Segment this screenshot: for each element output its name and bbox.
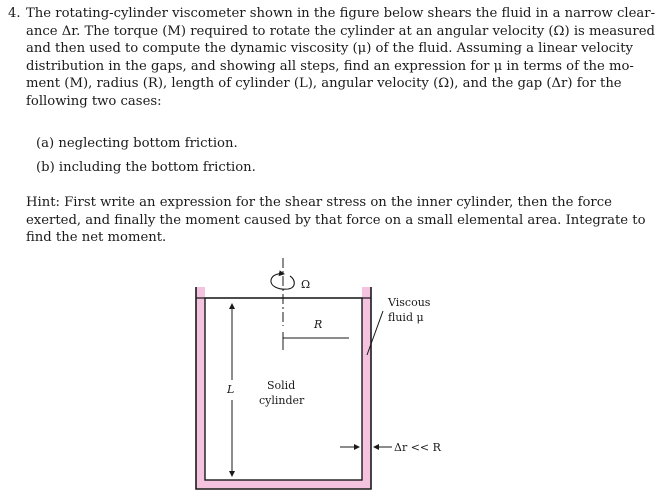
cylinder-label-line1: Solid xyxy=(267,379,296,392)
problem-number: 4. xyxy=(8,6,21,21)
length-label: L xyxy=(227,383,235,396)
fluid-label-line2: fluid μ xyxy=(388,311,424,324)
gap-label: Δr << R xyxy=(394,441,441,454)
problem-line: 4. The rotating-cylinder viscometer shown in the figure below shears the fluid in a narrow clear- xyxy=(8,6,656,21)
cylinder-label-line2: cylinder xyxy=(259,394,305,407)
problem-line: and then used to compute the dynamic viscosity (μ) of the fluid. Assuming a linear velocity xyxy=(26,41,633,57)
hint-line: exerted, and finally the moment caused by that force on a small elemental area. Integrate to xyxy=(26,212,646,228)
hint-line: Hint: First write an expression for the shear stress on the inner cylinder, then the force xyxy=(26,195,612,210)
problem-line: distribution in the gaps, and showing all steps, find an expression for μ in terms of the mo- xyxy=(26,58,634,74)
case-a: (a) neglecting bottom friction. xyxy=(36,136,238,151)
problem-line: ance Δr. The torque (M) required to rotate the cylinder at an angular velocity (Ω) is measured xyxy=(26,23,655,39)
case-b: (b) including the bottom friction. xyxy=(36,160,256,175)
problem-line: ment (M), radius (R), length of cylinder (L), angular velocity (Ω), and the gap (Δr) for the xyxy=(26,76,622,92)
radius-label: R xyxy=(314,318,323,331)
hint-line: find the net moment. xyxy=(26,230,167,246)
fluid-label-line1: Viscous xyxy=(388,296,431,309)
problem-line: following two cases: xyxy=(26,93,162,109)
omega-label: Ω xyxy=(301,278,311,291)
